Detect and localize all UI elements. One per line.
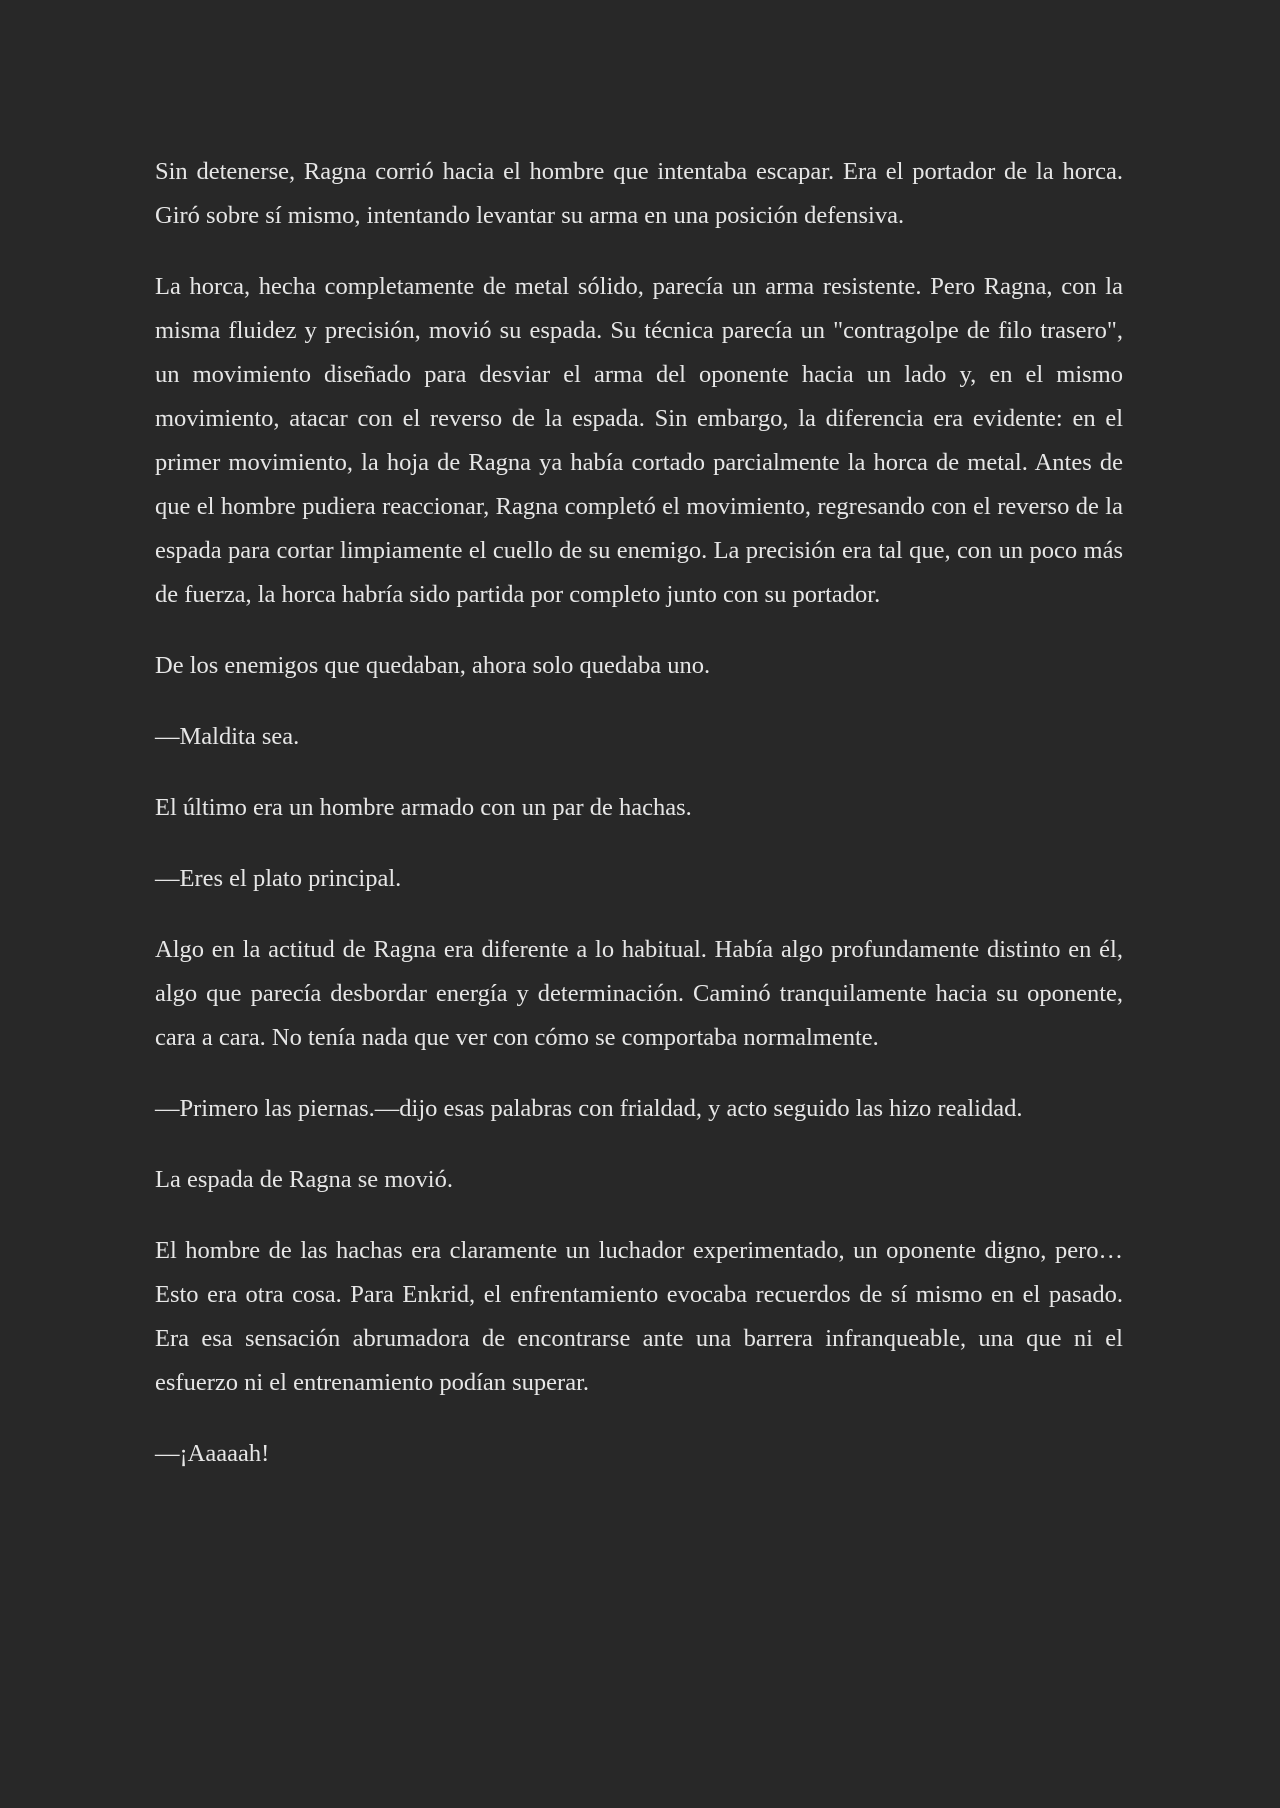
paragraph: De los enemigos que quedaban, ahora solo quedaba uno.: [155, 652, 711, 679]
paragraph: El hombre de las hachas era claramente un luchador experimentado, un oponente digno, pero… Esto era otra cosa. Para Enkrid, el enfrentamiento evocaba recuerdos de sí mismo en el pasado. Era esa sensación abrumadora de encontrarse ante una barrera infranqueable, una que ni el esfuerzo ni el entrenamiento podían superar.: [155, 1237, 1123, 1396]
paragraph: La horca, hecha completamente de metal sólido, parecía un arma resistente. Pero Ragna, con la misma fluidez y precisión, movió su espada. Su técnica parecía un "contragolpe de filo trasero", un movimiento diseñado para desviar el arma del oponente hacia un lado y, en el mismo movimiento, atacar con el reverso de la espada. Sin embargo, la diferencia era evidente: en el primer movimiento, la hoja de Ragna ya había cortado parcialmente la horca de metal. Antes de que el hombre pudiera reaccionar, Ragna completó el movimiento, regresando con el reverso de la espada para cortar limpiamente el cuello de su enemigo. La precisión era tal que, con un poco más de fuerza, la horca habría sido partida por completo junto con su portador.: [155, 273, 1123, 608]
paragraph: —Primero las piernas.—dijo esas palabras con frialdad, y acto seguido las hizo realidad.: [155, 1095, 1023, 1122]
paragraph: —Maldita sea.: [155, 723, 300, 750]
paragraph: La espada de Ragna se movió.: [155, 1166, 453, 1193]
paragraph: —¡Aaaaah!: [155, 1440, 270, 1467]
paragraph: El último era un hombre armado con un par de hachas.: [155, 794, 692, 821]
paragraph: Algo en la actitud de Ragna era diferente a lo habitual. Había algo profundamente distinto en él, algo que parecía desbordar energía y determinación. Caminó tranquilamente hacia su oponente, cara a cara. No tenía nada que ver con cómo se comportaba normalmente.: [155, 936, 1123, 1051]
chapter-text: [155, 150, 1123, 1503]
paragraph: Sin detenerse, Ragna corrió hacia el hombre que intentaba escapar. Era el portador de la horca. Giró sobre sí mismo, intentando levantar su arma en una posición defensiva.: [155, 158, 1123, 229]
paragraph: —Eres el plato principal.: [155, 865, 402, 892]
